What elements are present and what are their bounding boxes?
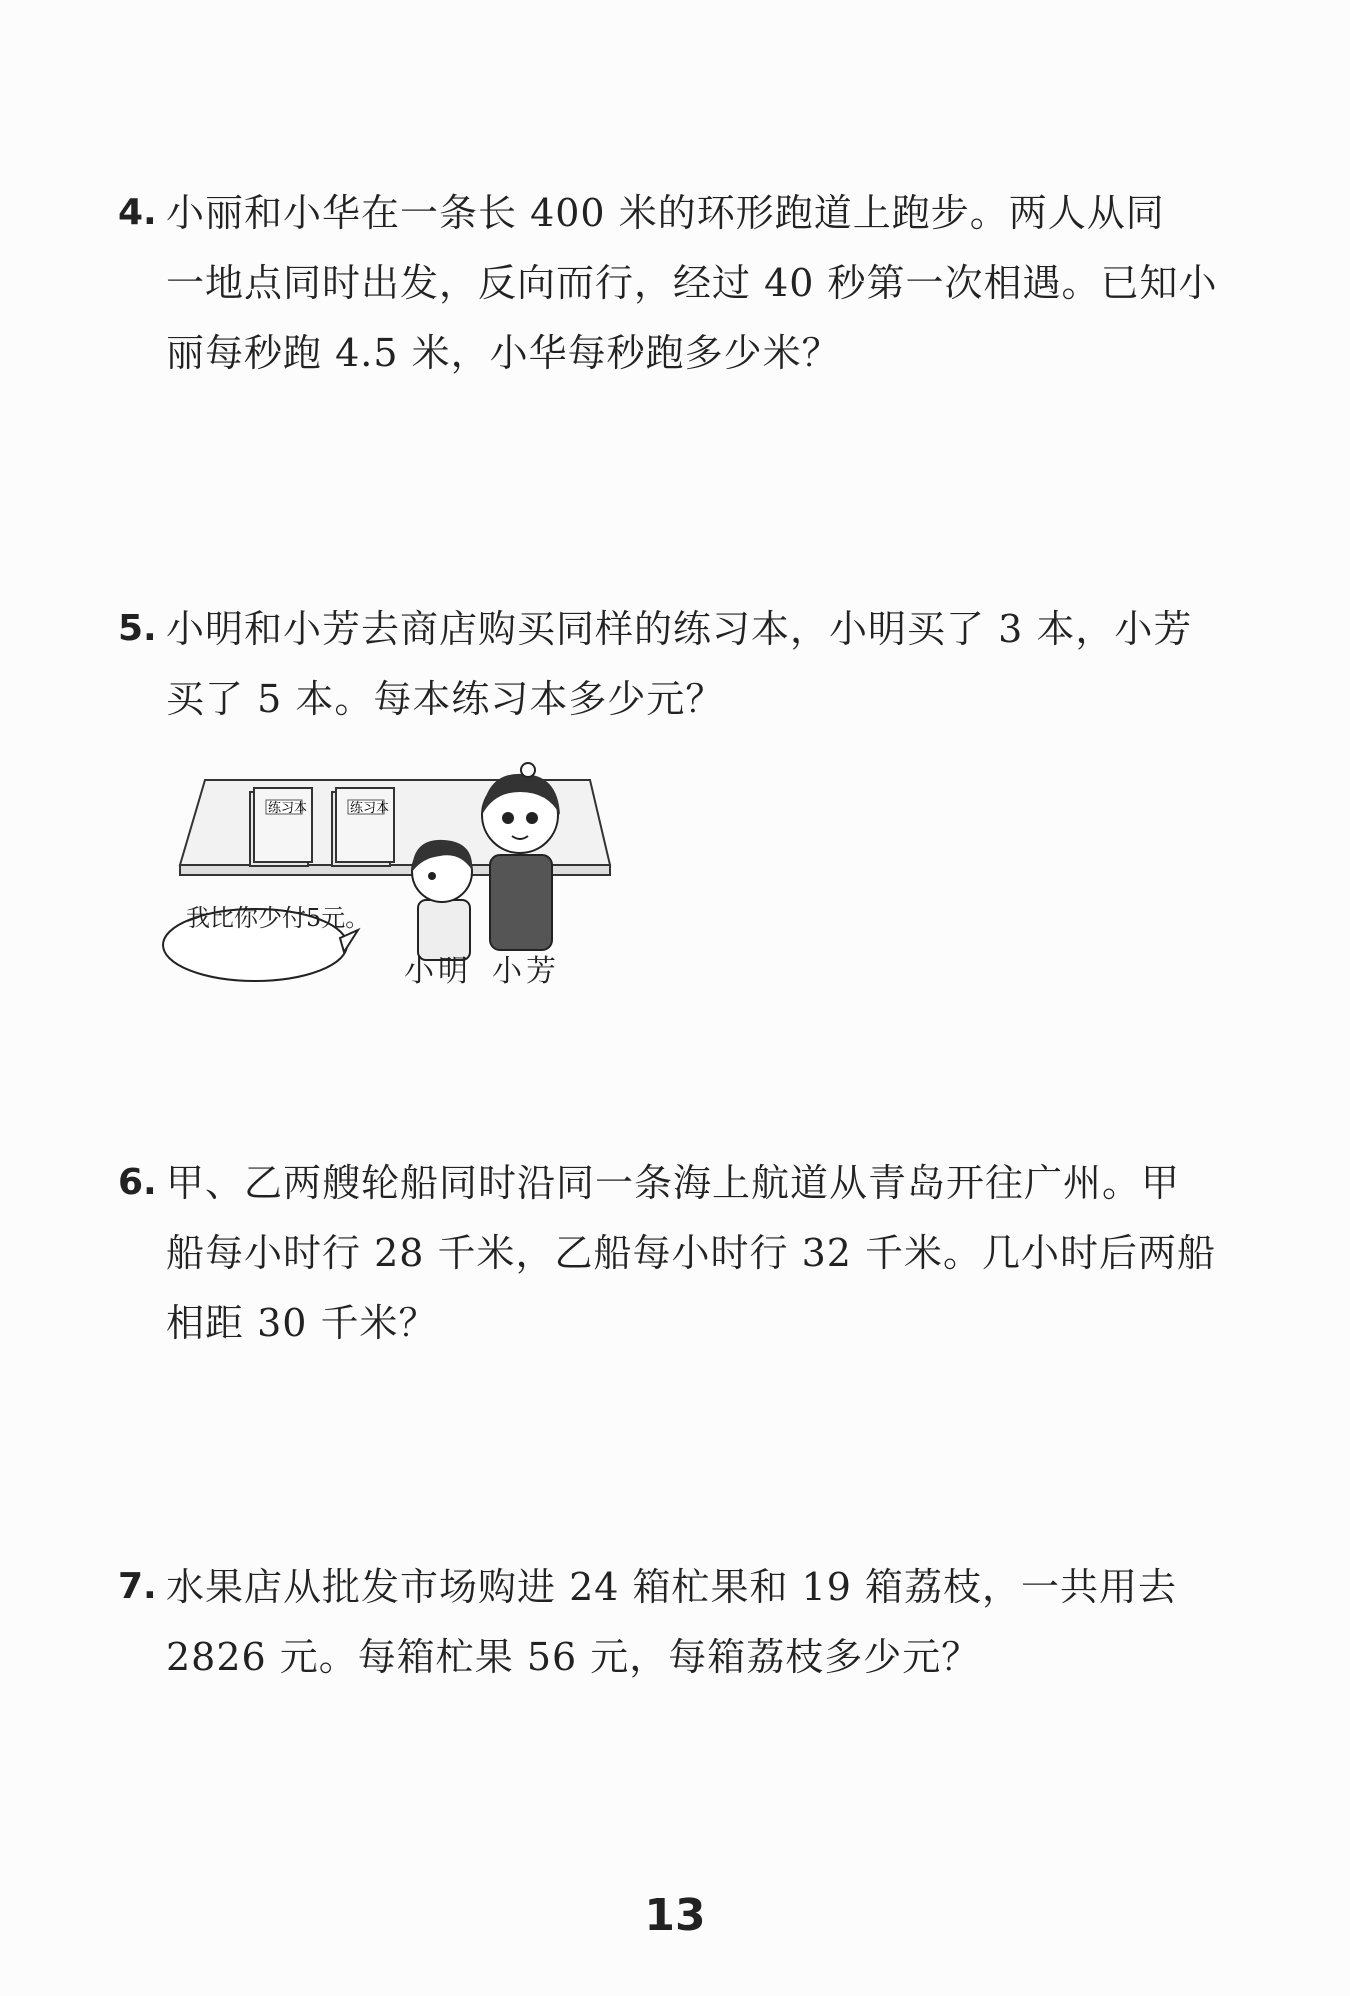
girl-name: 小芳 <box>492 954 560 989</box>
problem-text-line: 2826 元。每箱杧果 56 元，每箱荔枝多少元？ <box>166 1635 981 1679</box>
problem-5 <box>118 594 1208 734</box>
girl-figure-icon <box>482 763 560 950</box>
problem-text-line: 水果店从批发市场购进 24 箱杧果和 19 箱荔枝，一共用去 <box>166 1565 1178 1609</box>
problem-number: 7. <box>118 1566 157 1607</box>
notebook-stack-icon <box>250 788 312 866</box>
speech-bubble-text: 我比你少付5元。 <box>186 904 370 932</box>
problem-7 <box>118 1552 1208 1692</box>
boy-figure-icon <box>412 840 472 960</box>
notebook-label: 练习本 <box>268 801 308 816</box>
boy-name: 小明 <box>404 954 472 989</box>
problem-text-line: 丽每秒跑 4.5 米，小华每秒跑多少米？ <box>166 331 841 375</box>
problem-6 <box>118 1148 1217 1358</box>
page-number: 13 <box>644 1890 706 1941</box>
problem-number: 5. <box>118 608 157 649</box>
problem-text-line: 船每小时行 28 千米，乙船每小时行 32 千米。几小时后两船 <box>166 1231 1217 1275</box>
problem-text-line: 一地点同时出发，反向而行，经过 40 秒第一次相遇。已知小 <box>166 261 1218 305</box>
notebook-stack-icon <box>332 788 394 866</box>
problem-text-line: 小丽和小华在一条长 400 米的环形跑道上跑步。两人从同 <box>166 191 1165 235</box>
problem-text-line: 甲、乙两艘轮船同时沿同一条海上航道从青岛开往广州。甲 <box>166 1161 1181 1205</box>
problem-number: 4. <box>118 192 157 233</box>
character-names <box>404 946 580 990</box>
problem-number: 6. <box>118 1162 157 1203</box>
problem-text-line: 相距 30 千米？ <box>166 1301 438 1345</box>
problem-4 <box>118 178 1218 388</box>
notebook-label: 练习本 <box>350 801 390 816</box>
problem-text-line: 买了 5 本。每本练习本多少元？ <box>166 677 725 721</box>
problem-text-line: 小明和小芳去商店购买同样的练习本，小明买了 3 本，小芳 <box>166 607 1193 651</box>
